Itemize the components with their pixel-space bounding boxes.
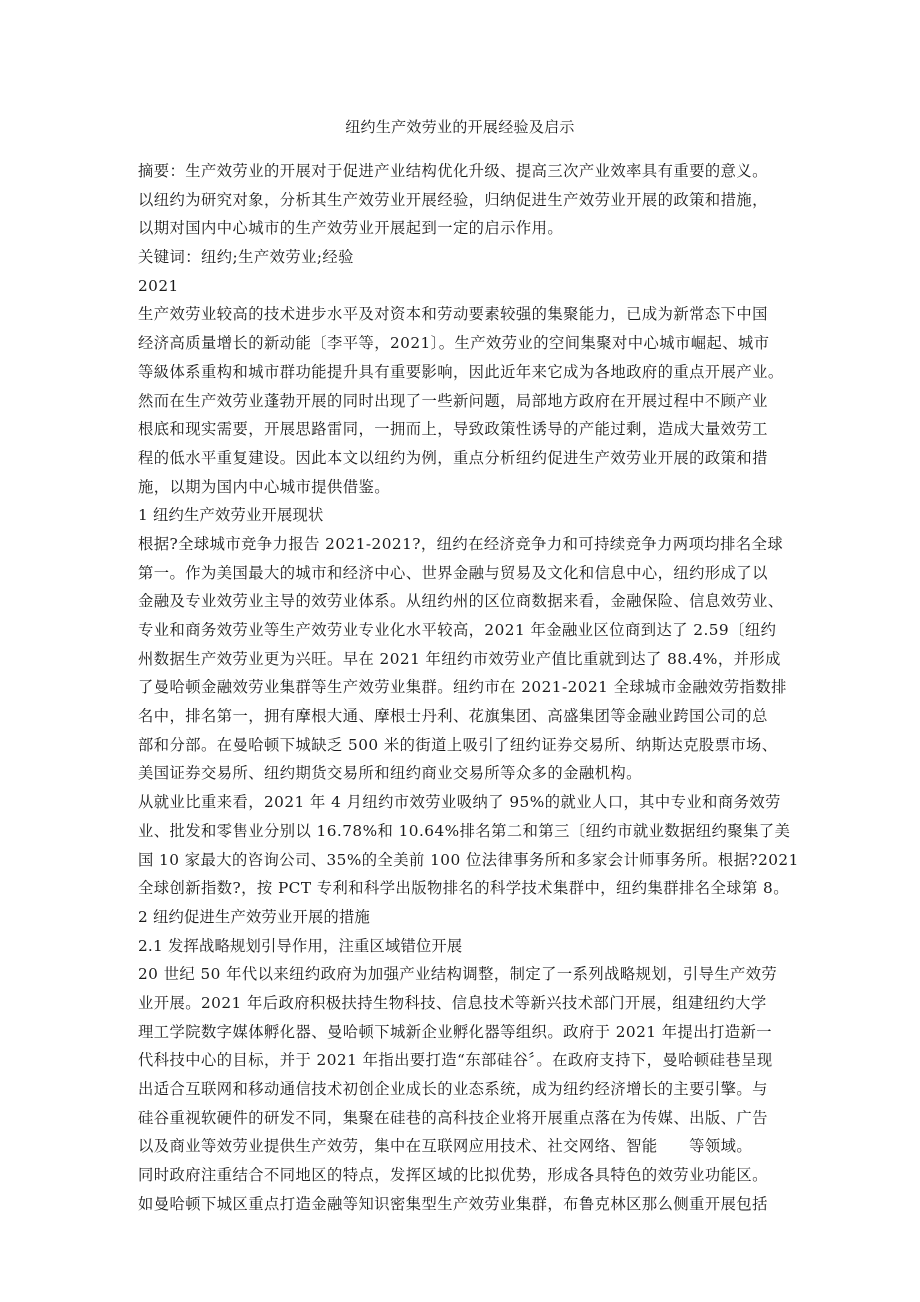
section-2-1-line-4: 代科技中心的目标，并于 2021 年指出要打造“东部硅谷〞。在政府支持下，曼哈顿硅巷呈现 <box>138 1051 773 1070</box>
section-2-heading: 2 纽约促进生产效劳业开展的措施 <box>138 907 370 926</box>
intro-line-7: 施，以期为国内中心城市提供借鉴。 <box>138 477 390 496</box>
section-1-line-10: 从就业比重来看，2021 年 4 月纽约市效劳业吸纳了 95%的就业人口，其中专业和商务效劳 <box>138 793 781 812</box>
intro-line-1: 生产效劳业较高的技术进步水平及对资本和劳动要素较强的集聚能力，已成为新常态下中国 <box>138 305 768 324</box>
section-2-1-heading: 2.1 发挥战略规划引导作用，注重区域错位开展 <box>138 936 463 955</box>
section-1-line-1: 根据?全球城市竞争力报告 2021-2021?，纽约在经济竞争力和可持续竞争力两项均排名全球 <box>138 534 784 553</box>
intro-line-2: 经济高质量增长的新动能〔李平等，2021〕。生产效劳业的空间集聚对中心城市崛起、城市 <box>138 334 770 353</box>
intro-line-6: 程的低水平重复建设。因此本文以纽约为例，重点分析纽约促进生产效劳业开展的政策和措 <box>138 448 768 467</box>
section-1-line-9: 美国证券交易所、纽约期货交易所和纽约商业交易所等众多的金融机构。 <box>138 764 642 783</box>
year-line: 2021 <box>138 276 179 295</box>
section-2-1-line-9: 如曼哈顿下城区重点打造金融等知识密集型生产效劳业集群，布鲁克林区那么侧重开展包括 <box>138 1194 768 1213</box>
intro-line-4: 然而在生产效劳业蓬勃开展的同时出现了一些新问题，局部地方政府在开展过程中不顾产业 <box>138 391 768 410</box>
document-body <box>138 157 806 1218</box>
section-1-line-6: 了曼哈顿金融效劳业集群等生产效劳业集群。纽约市在 2021-2021 全球城市金融效劳指数排 <box>138 678 787 697</box>
section-1-line-13: 全球创新指数?，按 PCT 专利和科学出版物排名的科学技术集群中，纽约集群排名全球第 8。 <box>138 879 789 898</box>
section-1-line-2: 第一。作为美国最大的城市和经济中心、世界金融与贸易及文化和信息中心，纽约形成了以 <box>138 563 768 582</box>
section-1-line-11: 业、批发和零售业分别以 16.78%和 10.64%排名第二和第三〔纽约市就业数据纽约聚集了美 <box>138 821 791 840</box>
section-2-1-line-6: 硅谷重视软硬件的研发不同，集聚在硅巷的高科技企业将开展重点落在为传媒、出版、广告 <box>138 1108 768 1127</box>
keywords-line: 关键词：纽约;生产效劳业;经验 <box>138 248 354 267</box>
section-1-line-5: 州数据生产效劳业更为兴旺。早在 2021 年纽约市效劳业产值比重就到达了 88.4%，并形成 <box>138 649 781 668</box>
section-1-line-4: 专业和商务效劳业等生产效劳业专业化水平较高，2021 年金融业区位商到达了 2.59〔纽约 <box>138 621 777 639</box>
abstract-line-1: 摘要：生产效劳业的开展对于促进产业结构优化升级、提高三次产业效率具有重要的意义。 <box>138 162 768 180</box>
abstract-line-3: 以期对国内中心城市的生产效劳业开展起到一定的启示作用。 <box>138 219 564 238</box>
section-2-1-line-3: 理工学院数字媒体孵化器、曼哈顿下城新企业孵化器等组织。政府于 2021 年提出打造新一 <box>138 1022 772 1041</box>
section-1-line-8: 部和分部。在曼哈顿下城缺乏 500 米的街道上吸引了纽约证券交易所、纳斯达克股票市场、 <box>138 735 778 754</box>
intro-line-3: 等級体系重构和城市群功能提升具有重要影响，因此近年来它成为各地政府的重点开展产业。 <box>138 362 784 381</box>
section-2-1-line-7: 以及商业等效劳业提供生产效劳，集中在互联网应用技术、社交网络、智能 等领域。 <box>138 1137 753 1156</box>
section-1-heading: 1 纽约生产效劳业开展现状 <box>138 506 324 525</box>
intro-line-5: 根底和现实需要，开展思路雷同，一拥而上，导致政策性诱导的产能过剩，造成大量效劳工 <box>138 420 768 439</box>
document-title: 纽约生产效劳业的开展经验及启示 <box>345 118 575 136</box>
abstract-line-2: 以纽约为研究对象，分析其生产效劳业开展经验，归纳促进生产效劳业开展的政策和措施， <box>138 190 768 209</box>
section-2-1-line-2: 业开展。2021 年后政府积极扶持生物科技、信息技术等新兴技术部门开展，组建纽约大学 <box>138 993 767 1012</box>
section-1-line-7: 名中，排名第一，拥有摩根大通、摩根士丹利、花旗集团、高盛集团等金融业跨国公司的总 <box>138 707 768 726</box>
section-1-line-12: 国 10 家最大的咨询公司、35%的全美前 100 位法律事务所和多家会计师事务所。根据?2021 <box>138 850 799 869</box>
section-2-1-line-1: 20 世纪 50 年代以来纽约政府为加强产业结构调整，制定了一系列战略规划，引导生产效劳 <box>138 965 778 984</box>
section-2-1-line-5: 出适合互联网和移动通信技术初创企业成长的业态系统，成为纽约经济增长的主要引擎。与 <box>138 1080 768 1098</box>
section-1-line-3: 金融及专业效劳业主导的效劳业体系。从纽约州的区位商数据来看，金融保险、信息效劳业、 <box>138 592 784 611</box>
section-2-1-line-8: 同时政府注重结合不同地区的特点，发挥区域的比拟优势，形成各具特色的效劳业功能区。 <box>138 1166 768 1185</box>
